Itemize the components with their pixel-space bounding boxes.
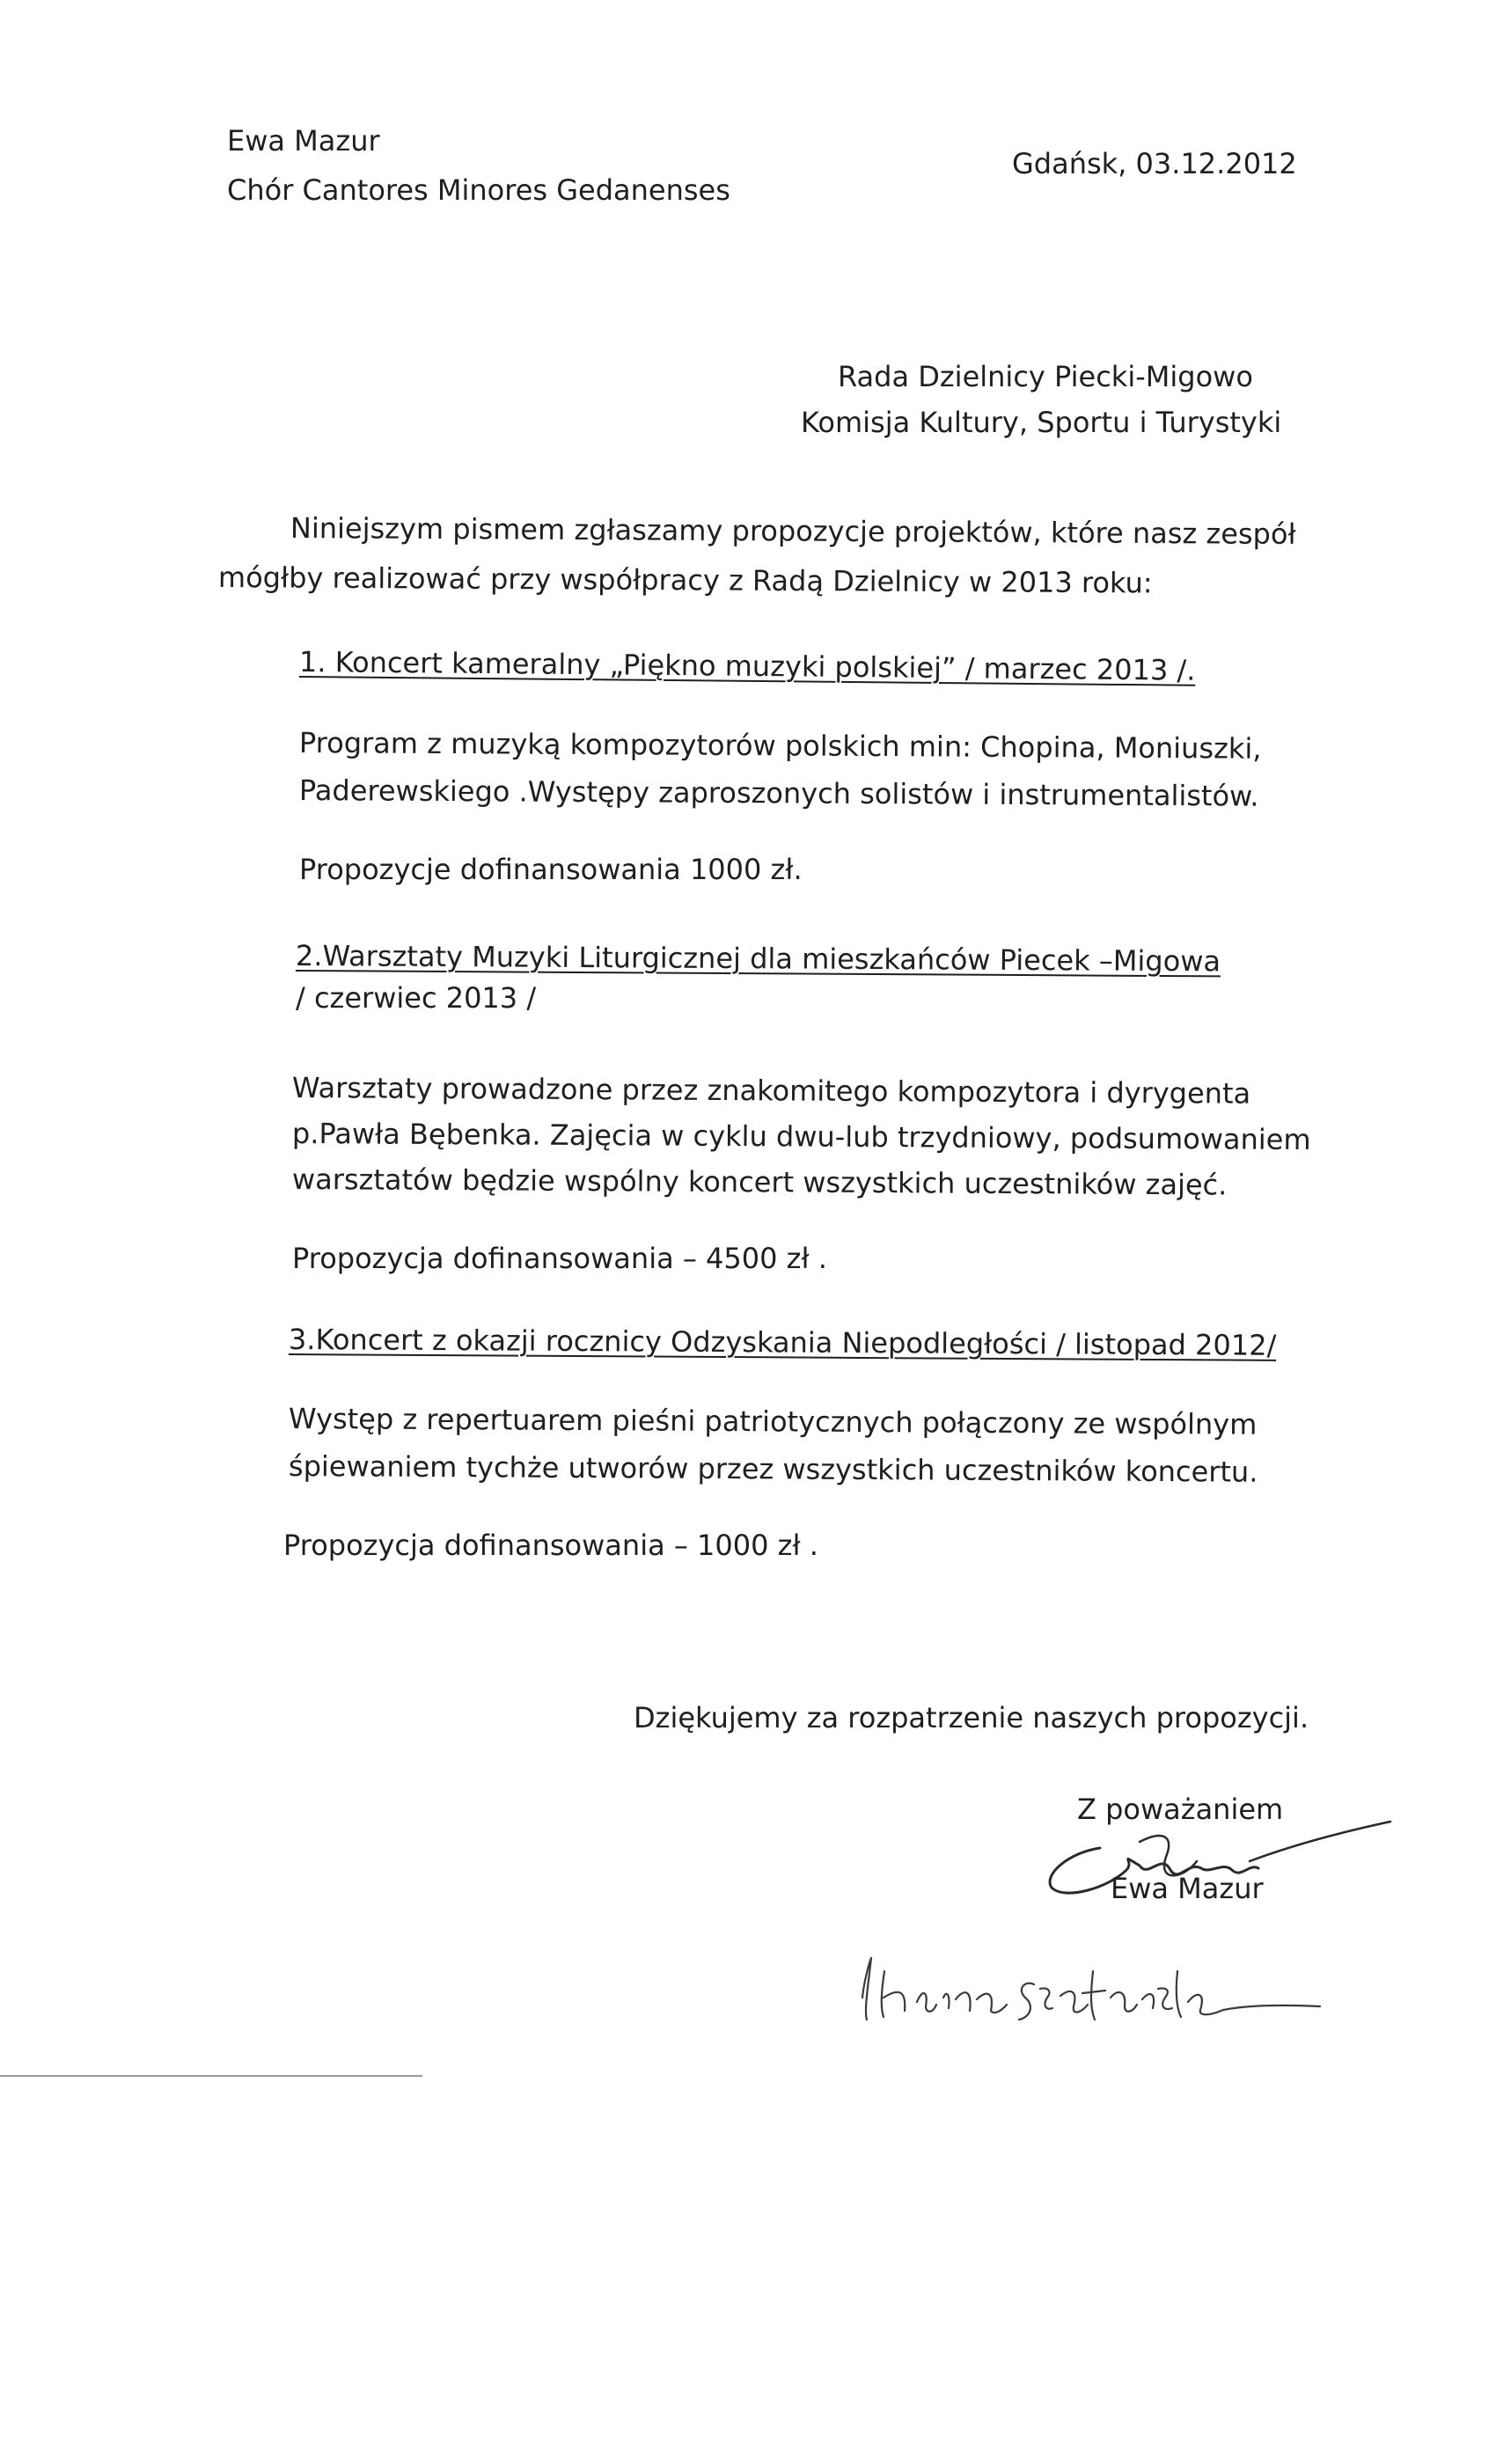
project-3-title: 3.Koncert z okazji rocznicy Odzyskania Niepodległości / listopad 2012/ <box>288 1323 1277 1362</box>
sender-name: Ewa Mazur <box>227 124 380 158</box>
project-2-desc-line1: Warsztaty prowadzone przez znakomitego kompozytora i dyrygenta <box>291 1071 1251 1111</box>
project-1-title: 1. Koncert kameralny „Piękno muzyki polskiej” / marzec 2013 /. <box>298 645 1196 687</box>
thanks-line: Dziękujemy za rozpatrzenie naszych propozycji. <box>634 1701 1309 1734</box>
project-1-funding: Propozycje dofinansowania 1000 zł. <box>299 853 803 886</box>
project-3-funding: Propozycja dofinansowania – 1000 zł . <box>283 1529 818 1562</box>
recipient-line2: Komisja Kultury, Sportu i Turystyki <box>801 406 1282 439</box>
signature-name: Ewa Mazur <box>1111 1872 1264 1905</box>
project-2-title-line2: / czerwiec 2013 / <box>296 981 537 1015</box>
handwritten-note <box>845 1936 1338 2042</box>
project-2-desc-line2: p.Pawła Bębenka. Zajęcia w cyklu dwu-lub trzydniowy, podsumowaniem <box>291 1117 1311 1157</box>
project-1-desc-line2: Paderewskiego .Występy zaproszonych solistów i instrumentalistów. <box>298 774 1259 813</box>
project-1-desc-line1: Program z muzyką kompozytorów polskich min: Chopina, Moniuszki, <box>298 726 1262 766</box>
project-2-title-line1: 2.Warsztaty Muzyki Liturgicznej dla mieszkańców Piecek –Migowa <box>295 939 1221 979</box>
project-2-desc-line3: warsztatów będzie wspólny koncert wszystkich uczestników zajęć. <box>291 1162 1228 1202</box>
sender-organization: Chór Cantores Minores Gedanenses <box>227 173 730 207</box>
closing: Z poważaniem <box>1077 1793 1284 1826</box>
intro-line1: Niniejszym pismem zgłaszamy propozycje projektów, które nasz zespół <box>290 511 1296 551</box>
scan-edge-line <box>0 2075 422 2077</box>
place-date: Gdańsk, 03.12.2012 <box>1012 147 1297 180</box>
recipient-line1: Rada Dzielnicy Piecki-Migowo <box>838 360 1253 393</box>
project-3-desc-line1: Występ z repertuarem pieśni patriotycznych połączony ze wspólnym <box>288 1402 1258 1441</box>
intro-line2: mógłby realizować przy współpracy z Radą Dzielnicy w 2013 roku: <box>217 561 1153 600</box>
project-2-funding: Propozycja dofinansowania – 4500 zł . <box>292 1242 827 1275</box>
project-3-desc-line2: śpiewaniem tychże utworów przez wszystkich uczestników koncertu. <box>288 1449 1258 1489</box>
